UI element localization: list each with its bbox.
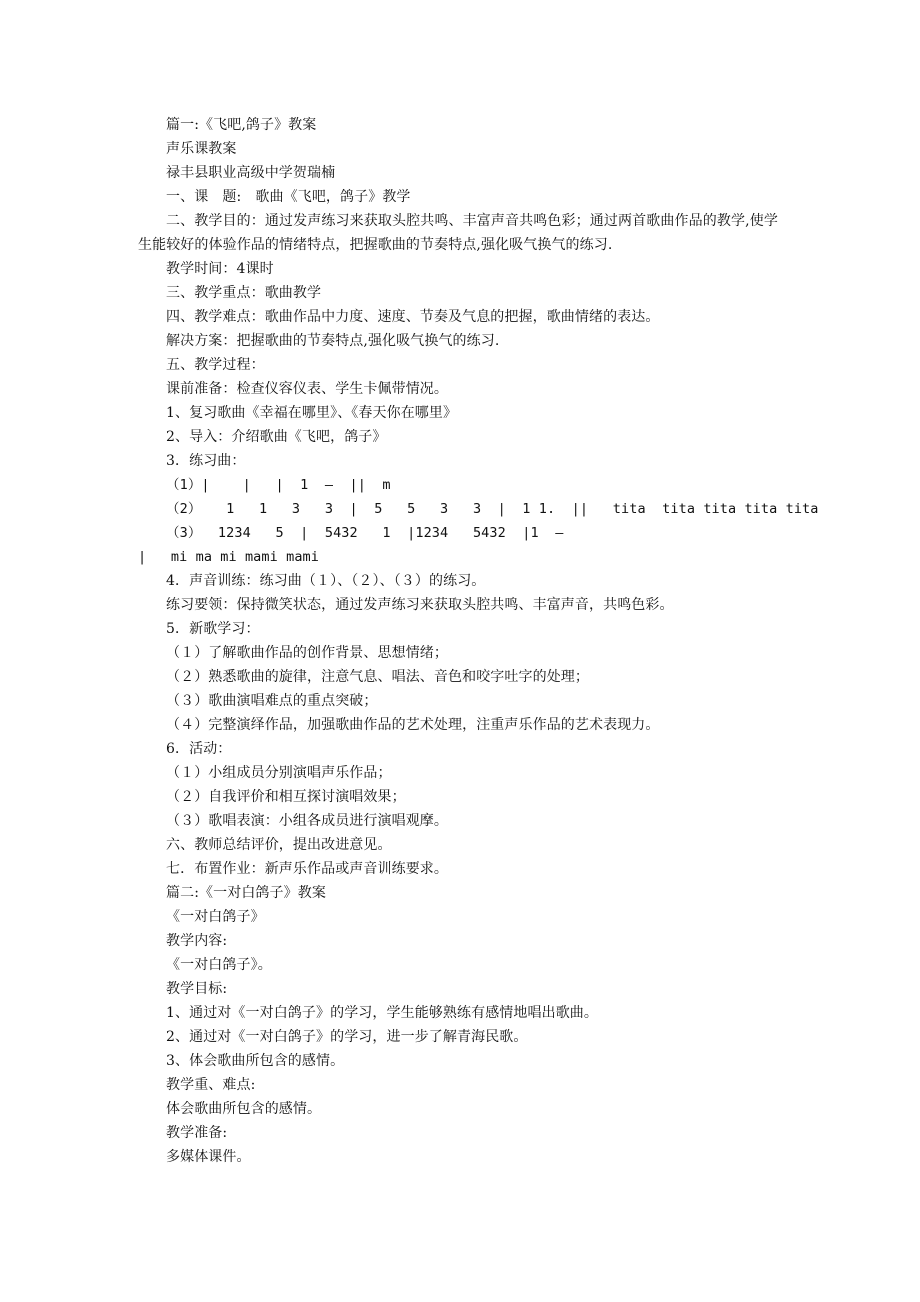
introduction: 2、导入：介绍歌曲《飞吧，鸽子》 <box>166 429 387 445</box>
exercise-line-3-continued: | mi ma mi mami mami <box>138 549 320 565</box>
teaching-difficulty: 四、教学难点：歌曲作品中力度、速度、节奏及气息的把握，歌曲情绪的表达。 <box>166 309 660 325</box>
new-song-step-1: （１）了解歌曲作品的创作背景、思想情绪； <box>166 645 448 661</box>
new-song-heading: 5．新歌学习： <box>166 621 260 637</box>
activity-step-3: （３）歌唱表演：小组各成员进行演唱观摩。 <box>166 813 448 829</box>
activity-heading: 6．活动： <box>166 741 232 757</box>
document-body <box>138 113 819 1169</box>
exercise-line-3: （3） 1234 5 | 5432 1 |1234 5432 |1 — <box>166 525 564 541</box>
key-difficulty-heading: 教学重、难点: <box>166 1077 256 1093</box>
lesson-type: 声乐课教案 <box>166 141 237 157</box>
new-song-step-3: （３）歌曲演唱难点的重点突破； <box>166 693 378 709</box>
new-song-step-2: （２）熟悉歌曲的旋律，注意气息、唱法、音色和咬字吐字的处理； <box>166 669 589 685</box>
process-heading: 五、教学过程： <box>166 357 265 373</box>
activity-step-1: （１）小组成员分别演唱声乐作品； <box>166 765 392 781</box>
solution: 解决方案：把握歌曲的节奏特点,强化吸气换气的练习. <box>166 333 500 349</box>
content-heading: 教学内容: <box>166 933 228 949</box>
title-part-two: 篇二:《一对白鸽子》教案 <box>166 885 326 901</box>
review-songs: 1、复习歌曲《幸福在哪里》、《春天你在哪里》 <box>166 405 458 421</box>
activity-step-2: （２）自我评价和相互探讨演唱效果； <box>166 789 406 805</box>
teaching-goal-paragraph: 二、教学目的：通过发声练习来获取头腔共鸣、丰富声音共鸣色彩；通过两首歌曲作品的教学,使学生能较好的体验作品的情绪特点，把握歌曲的节奏特点,强化吸气换气的练习. <box>138 213 778 253</box>
author-line: 禄丰县职业高级中学贺瑞楠 <box>166 165 336 181</box>
exercise-line-2: （2） 1 1 3 3 | 5 5 3 3 | 1 1. || tita tita tita tita tita <box>166 501 819 517</box>
practice-essentials: 练习要领：保持微笑状态，通过发声练习来获取头腔共鸣、丰富声音，共鸣色彩。 <box>166 597 674 613</box>
content-value: 《一对白鸽子》。 <box>166 957 272 973</box>
preparation-value: 多媒体课件。 <box>166 1149 251 1165</box>
objective-1: 1、通过对《一对白鸽子》的学习，学生能够熟练有感情地唱出歌曲。 <box>166 1005 599 1021</box>
objectives-heading: 教学目标: <box>166 981 228 997</box>
exercise-line-1: （1）| | | 1 — || m <box>166 477 391 493</box>
new-song-step-4: （４）完整演绎作品，加强歌曲作品的艺术处理，注重声乐作品的艺术表现力。 <box>166 717 660 733</box>
teaching-time: 教学时间：4课时 <box>166 261 274 277</box>
preparation-heading: 教学准备: <box>166 1125 228 1141</box>
objective-3: 3、体会歌曲所包含的感情。 <box>166 1053 345 1069</box>
teacher-summary: 六、教师总结评价，提出改进意见。 <box>166 837 392 853</box>
lesson-topic: 一、课 题: 歌曲《飞吧，鸽子》教学 <box>166 189 411 205</box>
teaching-focus: 三、教学重点：歌曲教学 <box>166 285 322 301</box>
voice-training: 4．声音训练：练习曲（１）、（２）、（３）的练习。 <box>166 573 486 589</box>
homework: 七．布置作业：新声乐作品或声音训练要求。 <box>166 861 448 877</box>
title-part-one: 篇一:《飞吧,鸽子》教案 <box>166 117 317 133</box>
pre-class-prep: 课前准备：检查仪容仪表、学生卡佩带情况。 <box>166 381 448 397</box>
song-title: 《一对白鸽子》 <box>166 909 265 925</box>
exercise-heading: 3．练习曲： <box>166 453 246 469</box>
key-difficulty-value: 体会歌曲所包含的感情。 <box>166 1101 322 1117</box>
objective-2: 2、通过对《一对白鸽子》的学习，进一步了解青海民歌。 <box>166 1029 528 1045</box>
